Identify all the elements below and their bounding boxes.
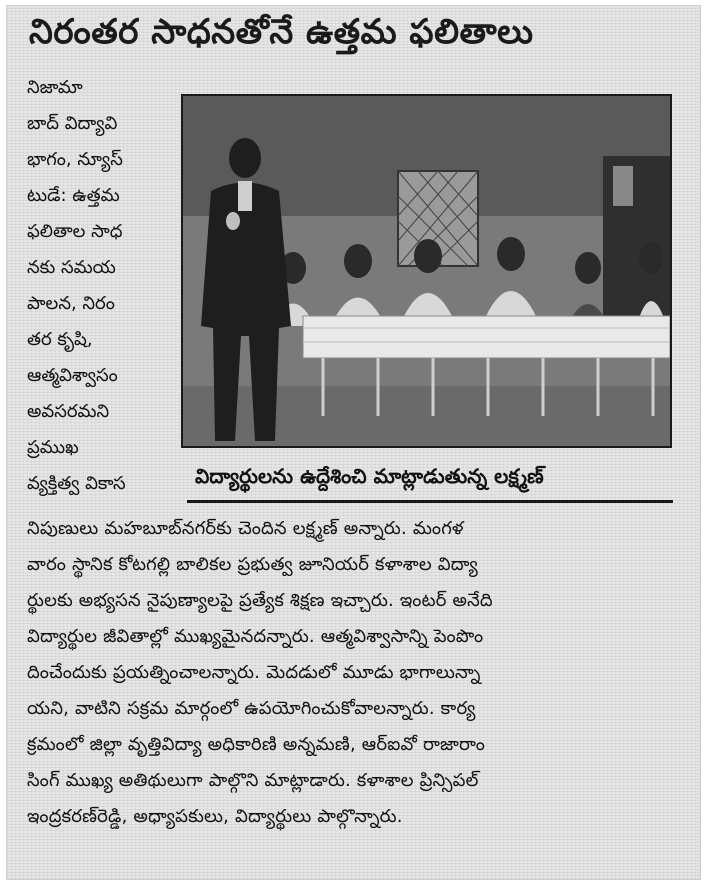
- article-body: [27, 511, 687, 835]
- body-line: ఇంద్రకరణ్‌రెడ్డి, అధ్యాపకులు, విద్యార్థులు పాల్గొన్నారు.: [27, 806, 403, 827]
- sidebar-line: నిజామా: [27, 77, 83, 98]
- photo-caption: విద్యార్థులను ఉద్దేశించి మాట్లాడుతున్న లక్ష్మణ్: [195, 464, 544, 488]
- sidebar-line: ప్రముఖ: [27, 437, 79, 458]
- sidebar-line: ఆత్మవిశ్వాసం: [27, 365, 118, 386]
- body-line: యని, వాటిని సక్రమ మార్గంలో ఉపయోగించుకోవాలన్నారు. కార్య: [27, 698, 476, 719]
- sidebar-line: తర కృషి,: [27, 329, 93, 350]
- sidebar-line: టుడే: ఉత్తమ: [27, 185, 120, 206]
- sidebar-line: ఫలితాల సాధ: [27, 221, 123, 242]
- body-line: దించేందుకు ప్రయత్నించాలన్నారు. మెదడులో మూడు భాగాలున్నా: [27, 662, 481, 683]
- sidebar-line: అవసరమని: [27, 401, 110, 422]
- sidebar-line: నకు సమయ: [27, 257, 116, 278]
- body-line: ర్థులకు అభ్యసన నైపుణ్యాలపై ప్రత్యేక శిక్షణ ఇచ్చారు. ఇంటర్ అనేది: [27, 590, 493, 611]
- event-photo: [181, 94, 672, 448]
- sidebar-text-column: [27, 70, 173, 502]
- sidebar-line: భాగం, న్యూస్: [27, 149, 123, 170]
- sidebar-line: వ్యక్తిత్వ వికాస: [27, 473, 126, 494]
- newspaper-clipping: [6, 5, 701, 880]
- body-line: క్రమంలో జిల్లా వృత్తివిద్యా అధికారిణి అన్నమణి, ఆర్ఐవో రాజారాం: [27, 734, 486, 755]
- sidebar-line: పాలన, నిరం: [27, 293, 115, 314]
- body-line: వారం స్థానిక కోటగల్లి బాలికల ప్రభుత్వ జూనియర్ కళాశాల విద్యా: [27, 554, 478, 575]
- body-line: నిపుణులు మహబూబ్‌నగర్‌కు చెందిన లక్ష్మణ్ అన్నారు. మంగళ: [27, 518, 464, 539]
- headline: నిరంతర సాధనతోనే ఉత్తమ ఫలితాలు: [29, 12, 534, 52]
- sidebar-line: బాద్ విద్యావి: [27, 113, 118, 134]
- body-line: విద్యార్థుల జీవితాల్లో ముఖ్యమైనదన్నారు. ఆత్మవిశ్వాసాన్ని పెంపొం: [27, 626, 484, 647]
- body-line: సింగ్ ముఖ్య అతిథులుగా పాల్గొని మాట్లాడారు. కళాశాల ప్రిన్సిపల్: [27, 770, 479, 791]
- caption-rule: [187, 500, 673, 503]
